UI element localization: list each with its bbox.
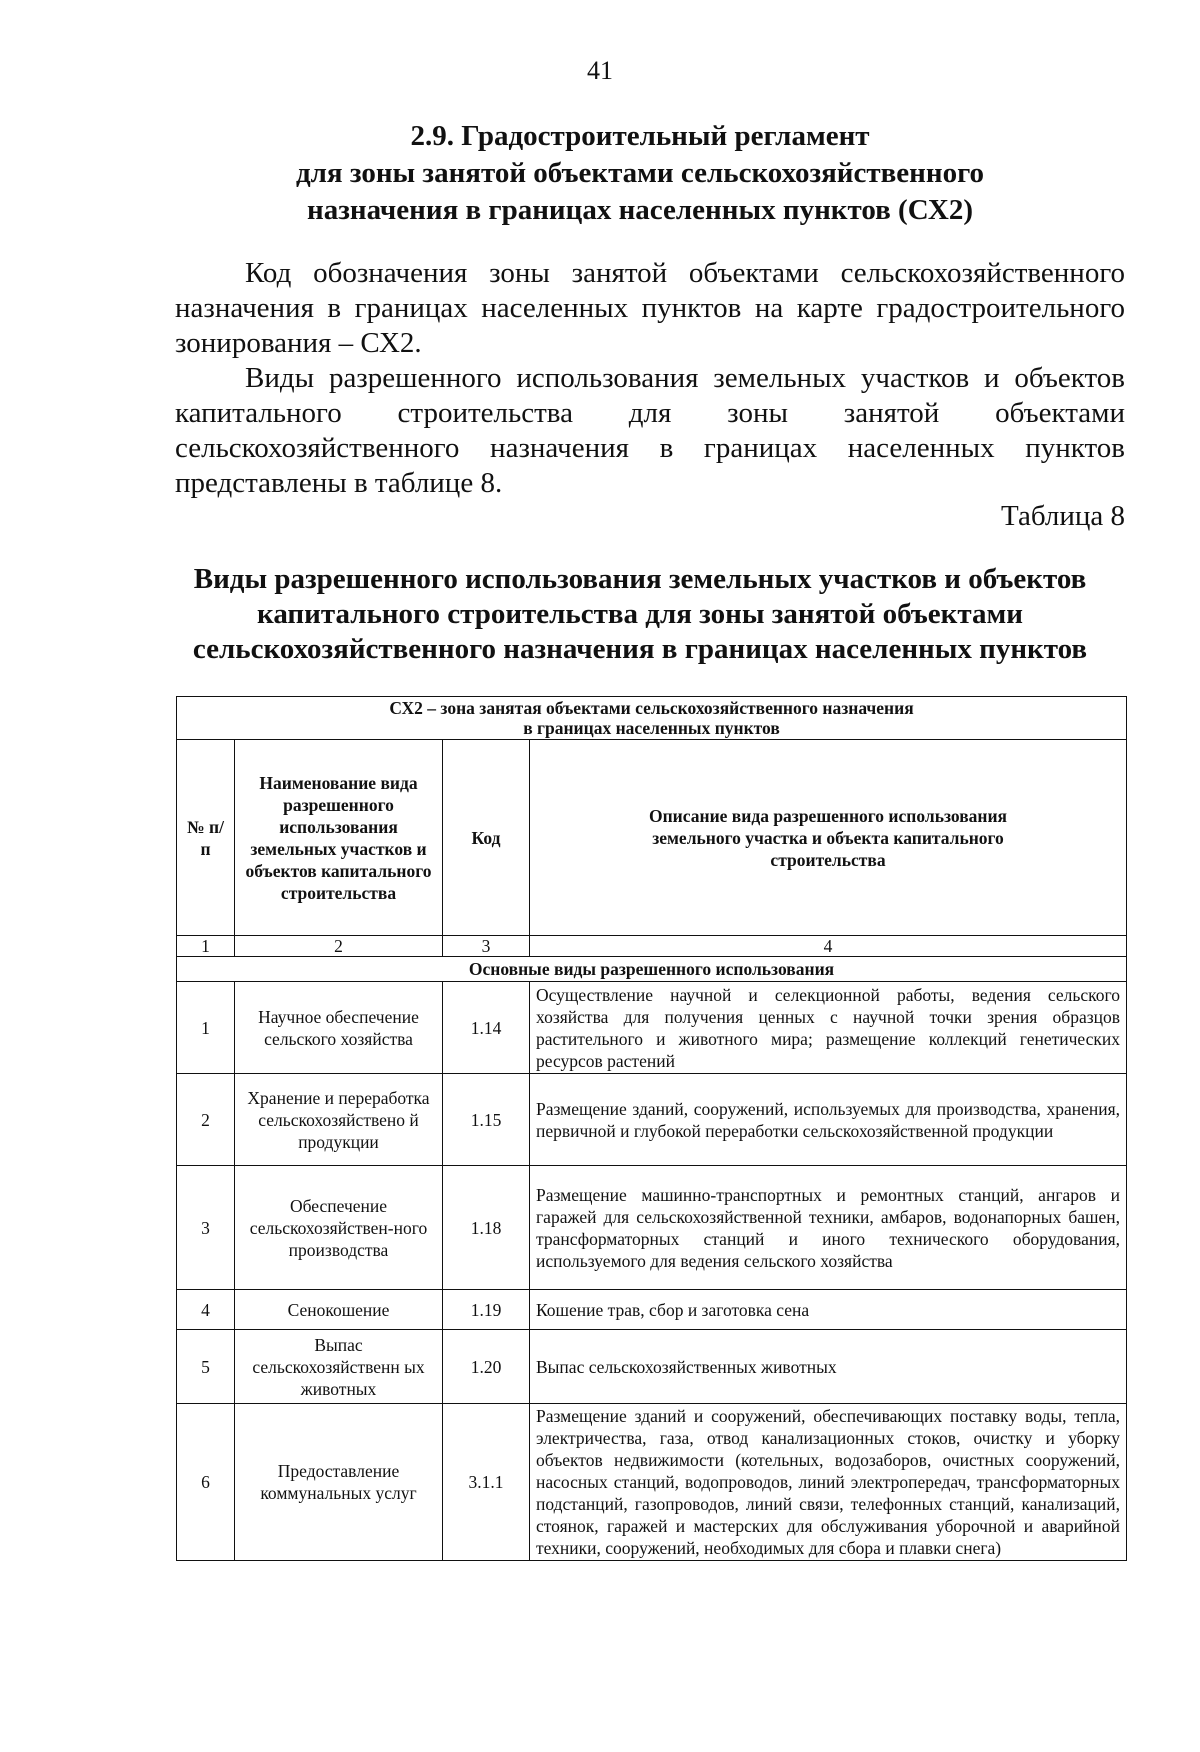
table-caption: Таблица 8 [1000, 500, 1125, 532]
paragraph-line: Виды разрешенного использования земельных участков и объектов [245, 362, 1125, 394]
table-row [177, 1074, 1127, 1166]
row-num: 6 [177, 1404, 235, 1561]
row-num: 5 [177, 1330, 235, 1404]
column-number: 4 [530, 936, 1127, 957]
row-description: Размещение машинно-транспортных и ремонтных станций, ангаров и гаражей для сельскохозяйственной техники, амбаров, водонапорных башен, трансформаторных станций и иного технического оборудования, используемого для ведения сельского хозяйства [530, 1166, 1127, 1290]
zone-code-paragraph [175, 256, 1125, 361]
paragraph-line: сельскохозяйственного назначения в границах населенных пунктов [175, 432, 1125, 464]
column-number: 1 [177, 936, 235, 957]
section-title-line: 2.9. Градостроительный регламент [410, 120, 870, 152]
col-header-code: Код [443, 740, 530, 936]
row-name: Предоставление коммунальных услуг [235, 1404, 443, 1561]
page-number: 41 [587, 56, 613, 85]
table-row [177, 1166, 1127, 1290]
paragraph-line: представлены в таблице 8. [175, 467, 503, 499]
row-code: 1.18 [443, 1166, 530, 1290]
col-header-description-text: Описание вида разрешенного использования земельного участка и объекта капитального строительства [648, 805, 1008, 870]
table-row [177, 982, 1127, 1074]
paragraph-line: капитального строительства для зоны занятой объектами [175, 397, 1125, 429]
row-code: 1.15 [443, 1074, 530, 1166]
row-code: 3.1.1 [443, 1404, 530, 1561]
table-row [177, 1404, 1127, 1561]
row-code: 1.19 [443, 1290, 530, 1330]
column-header-row [177, 740, 1127, 936]
col-header-num: № п/п [177, 740, 235, 936]
row-num: 1 [177, 982, 235, 1074]
row-description: Размещение зданий и сооружений, обеспечивающих поставку воды, тепла, электричества, газа, отвод канализационных стоков, очистку и уборку объектов недвижимости (котельных, водозаборов, очистных сооружений, насосных станций, водопроводов, линий электропередач, трансформаторных подстанций, газопроводов, линий связи, телефонных станций, канализаций, стоянок, гаражей и мастерских для обслуживания уборочной и аварийной техники, сооружений, необходимых для сбора и плавки снега) [530, 1404, 1127, 1561]
paragraph-line: назначения в границах населенных пунктов на карте градостроительного [175, 292, 1125, 324]
row-description: Осуществление научной и селекционной работы, ведения сельского хозяйства для получения ценных с научной точки зрения образцов растительного и животного мира; размещение коллекций генетических ресурсов растений [530, 982, 1127, 1074]
zone-header-cell [177, 697, 1127, 740]
col-header-name: Наименование вида разрешенного использования земельных участков и объектов капитального строительства [235, 740, 443, 936]
zone-header-line: в границах населенных пунктов [523, 718, 780, 738]
row-description: Выпас сельскохозяйственных животных [530, 1330, 1127, 1404]
column-number: 2 [235, 936, 443, 957]
row-name: Сенокошение [235, 1290, 443, 1330]
table-title-line: Виды разрешенного использования земельных участков и объектов [193, 563, 1087, 595]
table-title [140, 562, 1140, 667]
row-name: Обеспечение сельскохозяйствен-ного производства [235, 1166, 443, 1290]
table-title-line: капитального строительства для зоны занятой объектами [257, 598, 1023, 630]
table-row [177, 1290, 1127, 1330]
permitted-uses-table [176, 696, 1127, 1561]
permitted-uses-paragraph [175, 361, 1125, 501]
row-name: Хранение и переработка сельскохозяйствено й продукции [235, 1074, 443, 1166]
column-number-row [177, 936, 1127, 957]
section-title-line: для зоны занятой объектами сельскохозяйственного [295, 157, 985, 189]
row-name: Научное обеспечение сельского хозяйства [235, 982, 443, 1074]
row-num: 4 [177, 1290, 235, 1330]
row-name: Выпас сельскохозяйственн ых животных [235, 1330, 443, 1404]
row-description: Размещение зданий, сооружений, используемых для производства, хранения, первичной и глубокой переработки сельскохозяйственной продукции [530, 1074, 1127, 1166]
row-code: 1.14 [443, 982, 530, 1074]
paragraph-line: Код обозначения зоны занятой объектами сельскохозяйственного [245, 257, 1125, 289]
row-description: Кошение трав, сбор и заготовка сена [530, 1290, 1127, 1330]
group-header-row [177, 957, 1127, 982]
row-code: 1.20 [443, 1330, 530, 1404]
group-header-cell: Основные виды разрешенного использования [177, 957, 1127, 982]
row-num: 2 [177, 1074, 235, 1166]
zone-header-line: СХ2 – зона занятая объектами сельскохозяйственного назначения [389, 698, 914, 718]
table-title-line: сельскохозяйственного назначения в границах населенных пунктов [192, 633, 1088, 665]
section-title [150, 118, 1130, 229]
column-number: 3 [443, 936, 530, 957]
section-title-line: назначения в границах населенных пунктов (СХ2) [307, 194, 973, 226]
paragraph-line: зонирования – СХ2. [175, 327, 422, 359]
row-num: 3 [177, 1166, 235, 1290]
table-row [177, 1330, 1127, 1404]
col-header-description [530, 740, 1127, 936]
zone-header-row [177, 697, 1127, 740]
